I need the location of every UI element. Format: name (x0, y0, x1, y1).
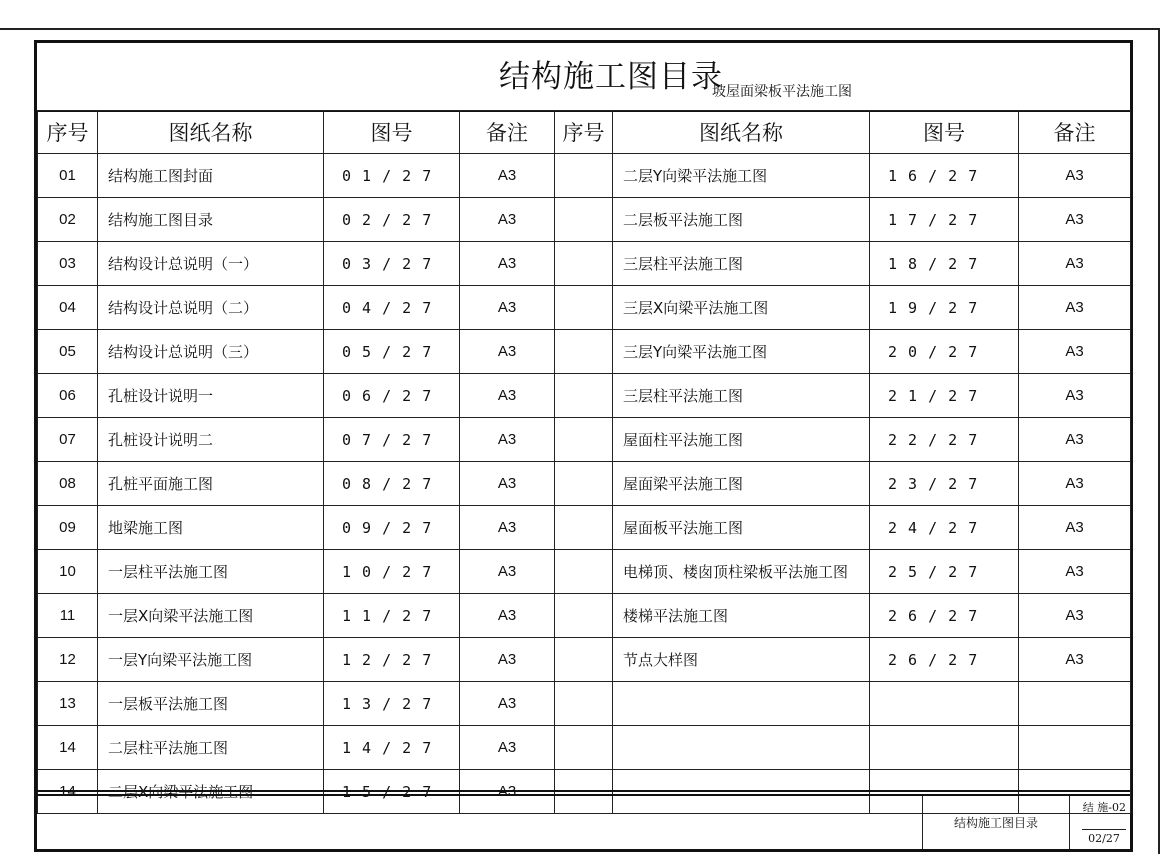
right-num-cell: 2 4 / 2 7 (870, 506, 1019, 550)
catalog-title: 结构施工图目录 (499, 59, 723, 95)
right-name-cell: 屋面梁平法施工图 (613, 462, 870, 506)
right-num-cell: 2 6 / 2 7 (870, 594, 1019, 638)
right-name-cell: 三层柱平法施工图 (613, 374, 870, 418)
left-name-cell: 孔桩平面施工图 (98, 462, 324, 506)
left-no-cell: 02 (38, 198, 98, 242)
right-name-cell: 二层Y向梁平法施工图 (613, 154, 870, 198)
right-note-cell: A3 (1019, 154, 1131, 198)
left-num-cell: 1 5 / 2 7 (324, 770, 460, 814)
table-row (38, 418, 1131, 462)
table-row (38, 638, 1131, 682)
catalog-table (37, 110, 1131, 814)
table-row (38, 198, 1131, 242)
left-num-cell: 0 2 / 2 7 (324, 198, 460, 242)
right-name-cell: 三层X向梁平法施工图 (613, 286, 870, 330)
right-no-cell (555, 726, 613, 770)
left-name-cell: 地梁施工图 (98, 506, 324, 550)
left-no-cell: 13 (38, 682, 98, 726)
left-num-cell: 1 0 / 2 7 (324, 550, 460, 594)
left-num-cell: 1 4 / 2 7 (324, 726, 460, 770)
right-num-cell: 2 6 / 2 7 (870, 638, 1019, 682)
left-num-cell: 0 8 / 2 7 (324, 462, 460, 506)
catalog-subtitle: 坡屋面梁板平法施工图 (712, 84, 852, 100)
left-no-cell: 01 (38, 154, 98, 198)
right-note-cell: A3 (1019, 330, 1131, 374)
right-num-cell: 1 7 / 2 7 (870, 198, 1019, 242)
left-note-cell: A3 (460, 286, 555, 330)
left-no-cell: 03 (38, 242, 98, 286)
header-name-left: 图纸名称 (98, 111, 324, 154)
right-name-cell: 屋面柱平法施工图 (613, 418, 870, 462)
left-name-cell: 孔桩设计说明一 (98, 374, 324, 418)
left-name-cell: 结构设计总说明（二） (98, 286, 324, 330)
page-number: 02/27 (1082, 829, 1126, 845)
left-name-cell: 二层X向梁平法施工图 (98, 770, 324, 814)
header-note-right: 备注 (1019, 111, 1131, 154)
table-row (38, 286, 1131, 330)
header-num-left: 图号 (324, 111, 460, 154)
right-no-cell (555, 154, 613, 198)
left-name-cell: 一层板平法施工图 (98, 682, 324, 726)
right-no-cell (555, 594, 613, 638)
drawing-code: 结 施-02 (1082, 801, 1126, 814)
left-name-cell: 孔桩设计说明二 (98, 418, 324, 462)
left-note-cell: A3 (460, 682, 555, 726)
right-note-cell: A3 (1019, 198, 1131, 242)
left-no-cell: 08 (38, 462, 98, 506)
left-num-cell: 1 2 / 2 7 (324, 638, 460, 682)
left-note-cell: A3 (460, 550, 555, 594)
right-num-cell: 1 6 / 2 7 (870, 154, 1019, 198)
table-row (38, 726, 1131, 770)
right-num-cell: 2 5 / 2 7 (870, 550, 1019, 594)
left-no-cell: 12 (38, 638, 98, 682)
left-name-cell: 结构施工图封面 (98, 154, 324, 198)
left-name-cell: 二层柱平法施工图 (98, 726, 324, 770)
left-num-cell: 1 3 / 2 7 (324, 682, 460, 726)
left-note-cell: A3 (460, 638, 555, 682)
title-block (37, 794, 1130, 849)
left-name-cell: 一层Y向梁平法施工图 (98, 638, 324, 682)
left-name-cell: 一层柱平法施工图 (98, 550, 324, 594)
left-no-cell: 11 (38, 594, 98, 638)
right-no-cell (555, 242, 613, 286)
left-num-cell: 0 6 / 2 7 (324, 374, 460, 418)
right-name-cell: 三层Y向梁平法施工图 (613, 330, 870, 374)
left-note-cell: A3 (460, 198, 555, 242)
right-name-cell: 楼梯平法施工图 (613, 594, 870, 638)
right-name-cell: 屋面板平法施工图 (613, 506, 870, 550)
left-name-cell: 结构施工图目录 (98, 198, 324, 242)
left-no-cell: 06 (38, 374, 98, 418)
right-num-cell (870, 726, 1019, 770)
header-note-left: 备注 (460, 111, 555, 154)
left-no-cell: 07 (38, 418, 98, 462)
table-row (38, 506, 1131, 550)
right-num-cell (870, 682, 1019, 726)
right-note-cell: A3 (1019, 462, 1131, 506)
table-row (38, 682, 1131, 726)
left-note-cell: A3 (460, 154, 555, 198)
right-num-cell: 1 9 / 2 7 (870, 286, 1019, 330)
left-note-cell: A3 (460, 726, 555, 770)
left-num-cell: 0 3 / 2 7 (324, 242, 460, 286)
left-no-cell: 04 (38, 286, 98, 330)
left-num-cell: 0 5 / 2 7 (324, 330, 460, 374)
right-no-cell (555, 506, 613, 550)
right-num-cell: 2 1 / 2 7 (870, 374, 1019, 418)
drawing-name: 结构施工图目录 (922, 796, 1070, 849)
right-num-cell: 2 2 / 2 7 (870, 418, 1019, 462)
left-name-cell: 一层X向梁平法施工图 (98, 594, 324, 638)
table-row (38, 330, 1131, 374)
right-note-cell: A3 (1019, 638, 1131, 682)
right-note-cell: A3 (1019, 374, 1131, 418)
right-no-cell (555, 198, 613, 242)
left-note-cell: A3 (460, 330, 555, 374)
right-num-cell: 1 8 / 2 7 (870, 242, 1019, 286)
left-num-cell: 1 1 / 2 7 (324, 594, 460, 638)
right-no-cell (555, 550, 613, 594)
left-no-cell: 14 (38, 726, 98, 770)
right-note-cell: A3 (1019, 242, 1131, 286)
left-num-cell: 0 1 / 2 7 (324, 154, 460, 198)
right-note-cell: A3 (1019, 286, 1131, 330)
right-no-cell (555, 330, 613, 374)
left-num-cell: 0 4 / 2 7 (324, 286, 460, 330)
table-row (38, 594, 1131, 638)
left-no-cell: 14 (38, 770, 98, 814)
right-name-cell: 二层板平法施工图 (613, 198, 870, 242)
table-row (38, 154, 1131, 198)
left-num-cell: 0 9 / 2 7 (324, 506, 460, 550)
left-note-cell: A3 (460, 418, 555, 462)
right-note-cell (1019, 682, 1131, 726)
header-no-left: 序号 (38, 111, 98, 154)
table-row (38, 242, 1131, 286)
left-note-cell: A3 (460, 462, 555, 506)
right-no-cell (555, 462, 613, 506)
left-no-cell: 09 (38, 506, 98, 550)
right-no-cell (555, 286, 613, 330)
left-num-cell: 0 7 / 2 7 (324, 418, 460, 462)
drawing-sheet (34, 40, 1133, 852)
header-row (38, 111, 1131, 154)
right-name-cell (613, 726, 870, 770)
right-no-cell (555, 374, 613, 418)
right-note-cell: A3 (1019, 550, 1131, 594)
left-name-cell: 结构设计总说明（一） (98, 242, 324, 286)
right-name-cell (613, 682, 870, 726)
right-note-cell: A3 (1019, 506, 1131, 550)
left-name-cell: 结构设计总说明（三） (98, 330, 324, 374)
left-note-cell: A3 (460, 594, 555, 638)
right-num-cell: 2 3 / 2 7 (870, 462, 1019, 506)
right-name-cell: 节点大样图 (613, 638, 870, 682)
right-note-cell (1019, 726, 1131, 770)
table-row (38, 462, 1131, 506)
right-name-cell: 电梯顶、楼囱顶柱梁板平法施工图 (613, 550, 870, 594)
right-no-cell (555, 418, 613, 462)
header-name-right: 图纸名称 (613, 111, 870, 154)
right-note-cell: A3 (1019, 418, 1131, 462)
left-note-cell: A3 (460, 242, 555, 286)
header-num-right: 图号 (870, 111, 1019, 154)
right-no-cell (555, 638, 613, 682)
title-row (37, 43, 1130, 112)
right-no-cell (555, 682, 613, 726)
header-no-right: 序号 (555, 111, 613, 154)
right-num-cell: 2 0 / 2 7 (870, 330, 1019, 374)
left-note-cell: A3 (460, 374, 555, 418)
right-note-cell: A3 (1019, 594, 1131, 638)
left-no-cell: 05 (38, 330, 98, 374)
left-no-cell: 10 (38, 550, 98, 594)
right-name-cell: 三层柱平法施工图 (613, 242, 870, 286)
left-note-cell: A3 (460, 770, 555, 814)
left-note-cell: A3 (460, 506, 555, 550)
table-row (38, 374, 1131, 418)
table-row (38, 550, 1131, 594)
